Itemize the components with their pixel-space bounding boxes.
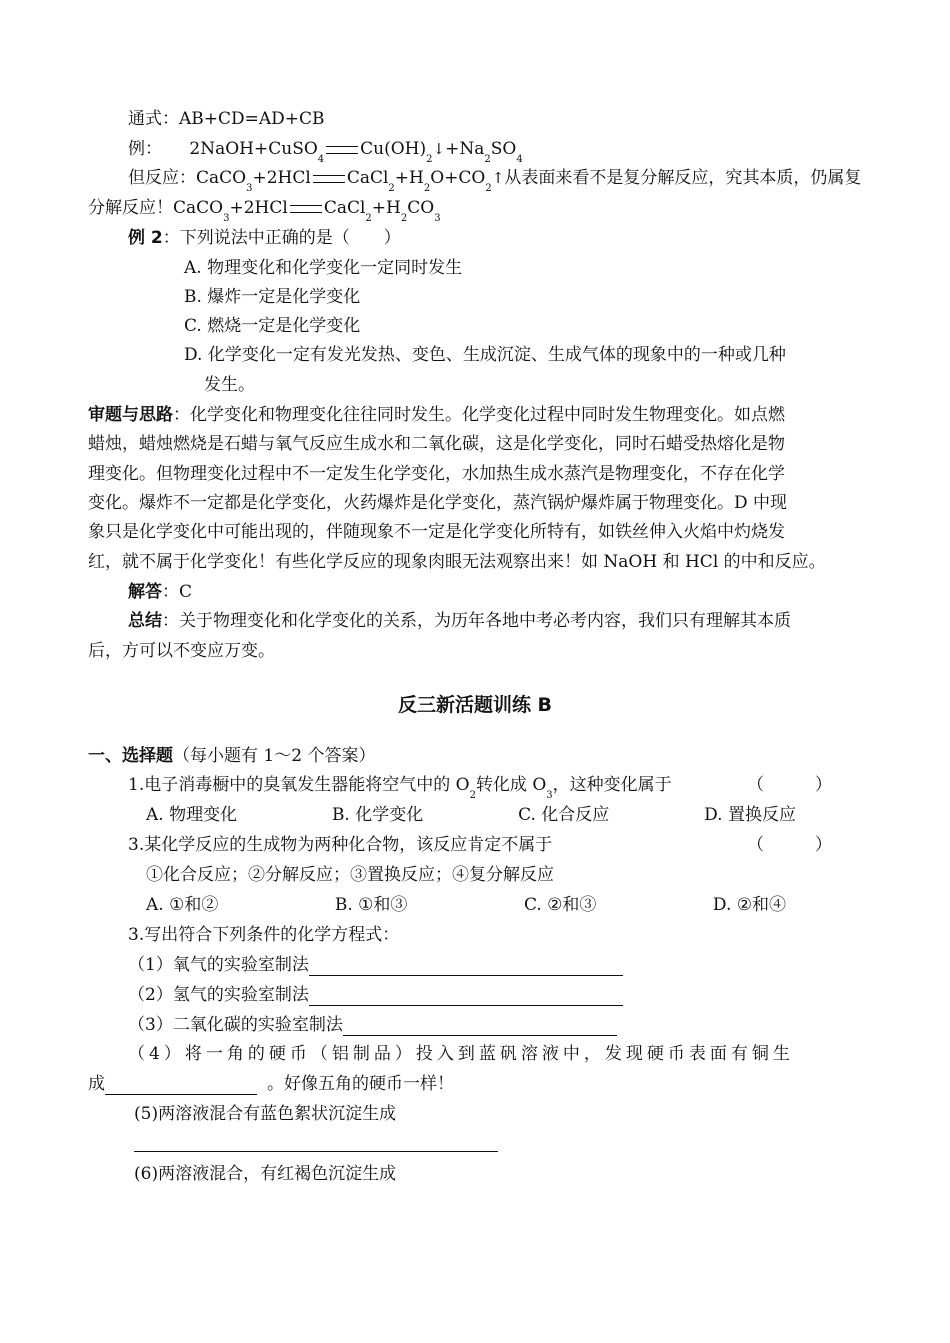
subscript: 2 (365, 213, 372, 224)
colon: ： (162, 228, 180, 248)
analysis-line-5: 红，就不属于化学变化！有些化学反应的现象肉眼无法观察出来！如 NaOH 和 HCl 的中和反应。 (88, 552, 826, 572)
q2-options (146, 894, 786, 916)
q3-item-label: （1）氧气的实验室制法 (128, 955, 309, 975)
part1-heading (88, 745, 375, 767)
counter-example-line1 (128, 167, 861, 192)
analysis-line-3: 变化。爆炸不一定都是化学变化，火药爆炸是化学变化，蒸汽锅炉爆炸属于物理变化。D 中现 (88, 493, 788, 513)
q2-option-d[interactable]: D. ②和④ (712, 895, 786, 915)
equals-sign (326, 146, 358, 154)
example2-question (128, 227, 401, 249)
example2-option-d: D. 化学变化一定有发光发热、变色、生成沉淀、生成气体的现象中的一种或几种 (184, 345, 786, 365)
subscript: 3 (223, 213, 230, 224)
q1-option-b[interactable]: B. 化学变化 (331, 805, 424, 825)
example1-rhs2: +Na (445, 139, 485, 159)
q3-item4-prefix: 成 (88, 1074, 105, 1094)
formula: CO (407, 198, 435, 218)
subscript: 2 (485, 183, 492, 194)
subscript: 4 (516, 154, 523, 165)
general-formula-line (128, 108, 325, 130)
subscript: 2 (423, 183, 431, 194)
example1-rhs3: SO (490, 139, 517, 159)
q1-answer-paren[interactable]: （ ） (747, 775, 832, 795)
example1-label: 例： (128, 139, 162, 159)
q3-item-2 (128, 984, 623, 1006)
q2-answer-paren[interactable]: （ ） (747, 835, 832, 855)
up-arrow-icon: ↑ (491, 169, 505, 187)
q2-choices: ①化合反应；②分解反应；③置换反应；④复分解反应 (146, 865, 554, 885)
equals-sign (290, 205, 322, 213)
q1-options (146, 804, 796, 826)
subscript: 3 (246, 183, 253, 194)
example2-option-b: B. 爆炸一定是化学变化 (184, 287, 361, 307)
subscript: 2 (400, 213, 408, 224)
q1-option-c[interactable]: C. 化合反应 (518, 805, 610, 825)
example1-line (128, 138, 523, 163)
answer-blank[interactable] (343, 1017, 617, 1036)
q3-item-4-line1: （4）将一角的硬币（铝制品）投入到蓝矾溶液中，发现硬币表面有铜生 (128, 1044, 794, 1064)
part1-label: 一、选择题 (88, 746, 173, 766)
answer-blank[interactable] (309, 957, 623, 976)
analysis-text: 化学变化和物理变化往往同时发生。化学变化过程中同时发生物理变化。如点燃 (190, 405, 785, 425)
equals-sign (313, 175, 345, 183)
counter-text: 分解反应！ (88, 198, 173, 218)
answer-label: 解答 (128, 582, 162, 602)
q1-stem (128, 774, 672, 799)
example2-option-a: A. 物理变化和化学变化一定同时发生 (184, 258, 463, 278)
summary-label: 总结 (128, 611, 162, 631)
q3-item-6: (6)两溶液混合，有红褐色沉淀生成 (134, 1164, 397, 1184)
example2-label: 例 2 (128, 228, 163, 248)
colon: ： (162, 582, 179, 602)
answer-line (128, 581, 192, 603)
q3-item-3 (128, 1014, 617, 1036)
general-formula-label: 通式： (128, 109, 179, 129)
answer-blank[interactable] (105, 1076, 257, 1095)
analysis-label: 审题与思路 (88, 405, 173, 425)
down-arrow-icon: ↓ (432, 140, 446, 158)
analysis-line-4: 象只是化学变化中可能出现的，伴随现象不一定是化学变化所特有，如铁丝伸入火焰中灼烧发 (88, 522, 785, 542)
q2-stem: 3.某化学反应的生成物为两种化合物，该反应肯定不属于 (128, 835, 553, 855)
formula: +2HCl (252, 168, 311, 188)
answer-value: C (179, 582, 193, 602)
section-title: 反三新活题训练 B (397, 694, 553, 716)
colon: ： (173, 405, 190, 425)
q1-stem-text: 1.电子消毒橱中的臭氧发生器能将空气中的 O (128, 775, 470, 795)
q1-stem-text: ，这种变化属于 (552, 775, 672, 795)
formula: +2HCl (229, 198, 288, 218)
summary-text: 关于物理变化和化学变化的关系，为历年各地中考必考内容，我们只有理解其本质 (179, 611, 791, 631)
q3-item-5: (5)两溶液混合有蓝色絮状沉淀生成 (134, 1104, 397, 1124)
q3-item-1 (128, 954, 623, 976)
example2-option-c: C. 燃烧一定是化学变化 (184, 316, 361, 336)
q1-option-a[interactable]: A. 物理变化 (146, 805, 238, 825)
summary-line-2: 后，方可以不变应万变。 (88, 641, 275, 661)
example1-lhs: 2NaOH+CuSO (189, 139, 318, 159)
analysis-line-2: 理变化。但物理变化过程中不一定发生化学变化，水加热生成水蒸汽是物理变化，不存在化学 (88, 464, 785, 484)
q3-item-4-line2 (88, 1073, 454, 1095)
subscript: 4 (317, 154, 325, 165)
analysis-line-0 (88, 404, 785, 426)
q2-option-b[interactable]: B. ①和③ (334, 895, 408, 915)
formula: O+CO (430, 168, 486, 188)
summary-line-1 (128, 610, 791, 632)
example1-rhs1: Cu(OH) (360, 139, 427, 159)
q1-option-d[interactable]: D. 置换反应 (704, 805, 796, 825)
subscript: 2 (484, 154, 491, 165)
analysis-line-1: 蜡烛，蜡烛燃烧是石蜡与氧气反应生成水和二氧化碳，这是化学变化，同时石蜡受热熔化是物 (88, 434, 785, 454)
counter-example-line2 (88, 197, 441, 222)
formula: +H (394, 168, 424, 188)
q2-option-a[interactable]: A. ①和② (146, 895, 219, 915)
q3-item-label: （3）二氧化碳的实验室制法 (128, 1015, 343, 1035)
counter-text: 从表面来看不是复分解反应，究其本质，仍属复 (504, 168, 862, 188)
example2-option-d-cont: 发生。 (204, 375, 255, 395)
answer-blank[interactable] (309, 987, 623, 1006)
example2-question-text: 下列说法中正确的是（ ） (179, 228, 401, 248)
answer-blank[interactable] (134, 1150, 498, 1152)
q3-stem: 3.写出符合下列条件的化学方程式： (128, 925, 400, 945)
subscript: 3 (546, 790, 553, 801)
general-formula-text: AB+CD=AD+CB (179, 109, 325, 129)
counter-prefix: 但反应： (128, 168, 196, 188)
q3-item-label: （2）氢气的实验室制法 (128, 985, 309, 1005)
subscript: 2 (388, 183, 395, 194)
formula: CaCO (196, 168, 247, 188)
formula: CaCO (173, 198, 224, 218)
formula: CaCl (323, 198, 366, 218)
subscript: 2 (469, 790, 476, 801)
formula: +H (371, 198, 401, 218)
q1-stem-text: 转化成 O (475, 775, 547, 795)
colon: ： (162, 611, 179, 631)
subscript: 2 (426, 154, 433, 165)
q2-option-c[interactable]: C. ②和③ (523, 895, 597, 915)
part1-note: （每小题有 1～2 个答案） (173, 746, 376, 766)
formula: CaCl (346, 168, 389, 188)
q3-item4-suffix: 。好像五角的硬币一样！ (267, 1074, 454, 1094)
subscript: 3 (434, 213, 441, 224)
